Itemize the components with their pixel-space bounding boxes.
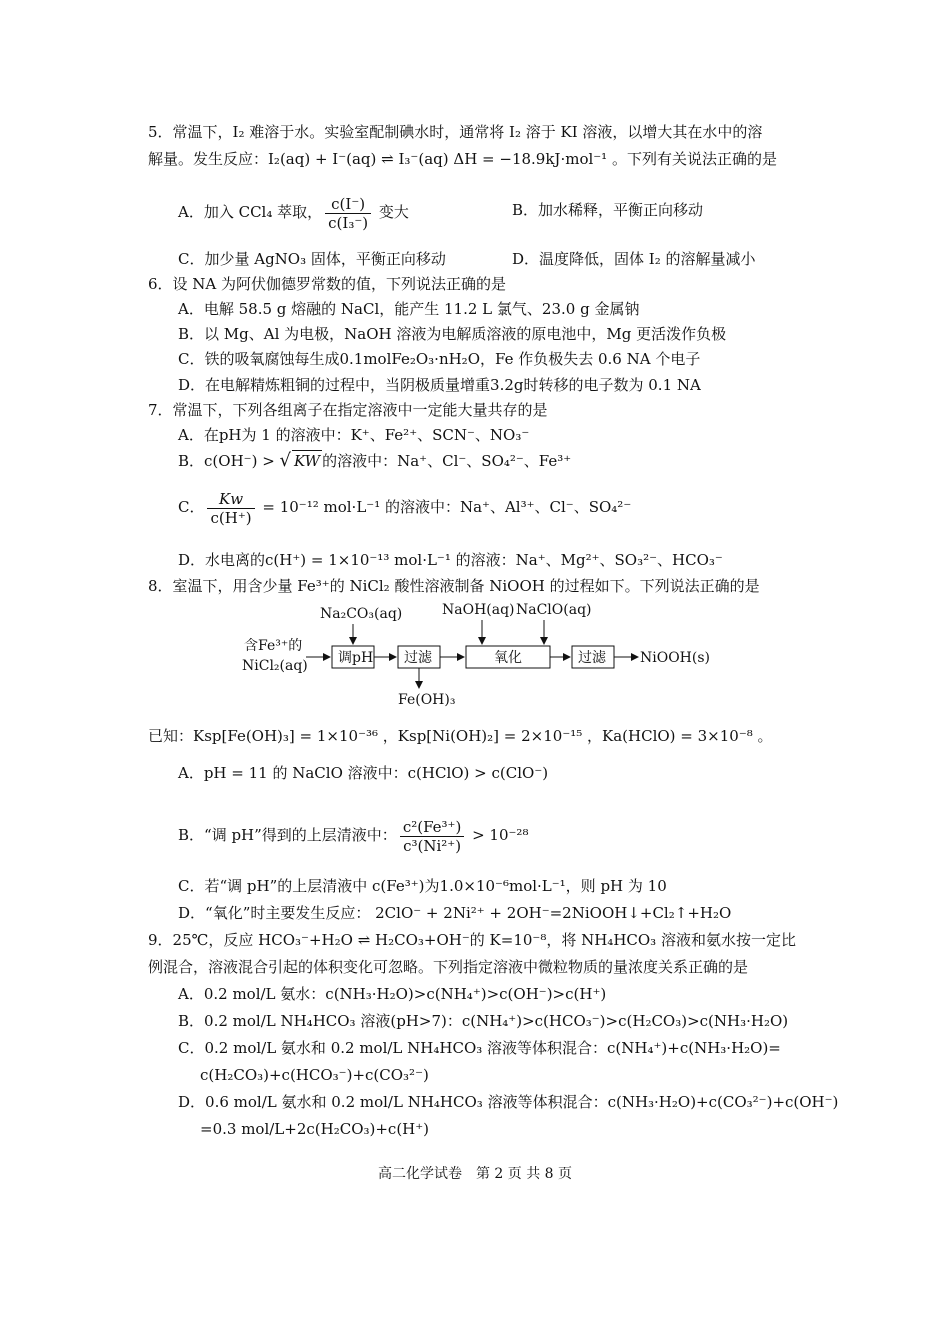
q5-option-a-prefix: A．加入 CCl₄ 萃取， <box>178 203 323 221</box>
q5-option-a-suffix: 变大 <box>374 203 409 221</box>
sqrt-sign-icon: √ <box>279 450 292 471</box>
q8-option-b-suffix: > 10⁻²⁸ <box>467 826 529 844</box>
q5-option-a-numerator: c(I⁻) <box>325 195 371 214</box>
q7-option-c-fraction <box>207 490 254 527</box>
q6-option-c: C．铁的吸氧腐蚀每生成0.1molFe₂O₃·nH₂O，Fe 作负极失去 0.6 NA 个电子 <box>178 350 701 368</box>
flow-step2-output: Fe(OH)₃ <box>398 692 456 708</box>
q8-option-b-denominator: c³(Ni²⁺) <box>403 836 462 855</box>
q7-option-c-numerator: Kw <box>207 490 254 509</box>
q8-known: 已知：Ksp[Fe(OH)₃] = 1×10⁻³⁶ ，Ksp[Ni(OH)₂] = 2×10⁻¹⁵ ，Ka(HClO) = 3×10⁻⁸ 。 <box>148 727 773 745</box>
q8-option-c: C．若“调 pH”的上层清液中 c(Fe³⁺)为1.0×10⁻⁶mol·L⁻¹，则 pH 为 10 <box>178 877 667 895</box>
q7-option-c-prefix: C． <box>178 498 205 516</box>
flow-input-line2: NiCl₂(aq) <box>242 658 308 674</box>
q6-option-b: B．以 Mg、Al 为电极，NaOH 溶液为电解质溶液的原电池中，Mg 更活泼作负极 <box>178 325 727 343</box>
q9-option-a: A．0.2 mol/L 氨水：c(NH₃·H₂O)>c(NH₄⁺)>c(OH⁻)>c(H⁺) <box>178 985 607 1003</box>
flow-step3-label: 氧化 <box>494 650 522 666</box>
q7-option-c <box>178 487 631 527</box>
q7-option-b-prefix: B．c(OH⁻) > <box>178 452 280 470</box>
q5-stem-line2: 解量。发生反应：I₂(aq) + I⁻(aq) ⇌ I₃⁻(aq) ΔH = −18.9kJ·mol⁻¹ 。下列有关说法正确的是 <box>148 150 777 168</box>
q8-stem: 8．室温下，用含少量 Fe³⁺的 NiCl₂ 酸性溶液制备 NiOOH 的过程如下。下列说法正确的是 <box>148 577 760 595</box>
q5-option-a <box>178 194 409 232</box>
flow-step1-label: 调pH <box>338 650 374 666</box>
flow-step3-reagent2: NaClO(aq) <box>516 602 592 618</box>
flow-step4-label: 过滤 <box>578 650 606 666</box>
q7-option-c-denominator: c(H⁺) <box>210 508 252 527</box>
flow-step3-reagent1: NaOH(aq) <box>442 602 515 618</box>
q6-stem: 6．设 NA 为阿伏伽德罗常数的值，下列说法正确的是 <box>148 275 507 293</box>
q8-option-b <box>178 812 528 858</box>
q7-option-b <box>178 450 571 471</box>
page-footer: 高二化学试卷 第 2 页 共 8 页 <box>377 1166 573 1182</box>
q8-option-b-numerator: c²(Fe³⁺) <box>400 818 465 837</box>
q8-flow-diagram <box>240 600 720 720</box>
q7-option-a: A．在pH为 1 的溶液中：K⁺、Fe²⁺、SCN⁻、NO₃⁻ <box>178 426 530 444</box>
q7-option-c-suffix: = 10⁻¹² mol·L⁻¹ 的溶液中：Na⁺、Al³⁺、Cl⁻、SO₄²⁻ <box>257 498 632 516</box>
q9-option-c-line2: c(H₂CO₃)+c(HCO₃⁻)+c(CO₃²⁻) <box>200 1066 429 1084</box>
q8-option-b-prefix: B．“调 pH”得到的上层清液中： <box>178 826 397 844</box>
flow-step2-label: 过滤 <box>404 650 432 666</box>
flow-product: NiOOH(s) <box>640 650 710 666</box>
q7-stem: 7．常温下，下列各组离子在指定溶液中一定能大量共存的是 <box>148 401 548 419</box>
q9-stem-line2: 例混合，溶液混合引起的体积变化可忽略。下列指定溶液中微粒物质的量浓度关系正确的是 <box>148 958 749 976</box>
q8-option-d: D．“氧化”时主要发生反应： 2ClO⁻ + 2Ni²⁺ + 2OH⁻=2NiOOH↓+Cl₂↑+H₂O <box>178 904 732 922</box>
q5-option-b: B．加水稀释，平衡正向移动 <box>512 201 704 219</box>
q9-stem-line1: 9．25℃，反应 HCO₃⁻+H₂O ⇌ H₂CO₃+OH⁻的 K=10⁻⁸，将 NH₄HCO₃ 溶液和氨水按一定比 <box>148 931 796 949</box>
q5-stem-line1: 5．常温下，I₂ 难溶于水。实验室配制碘水时，通常将 I₂ 溶于 KI 溶液，以增大其在水中的溶 <box>148 123 763 141</box>
q9-option-d-line1: D．0.6 mol/L 氨水和 0.2 mol/L NH₄HCO₃ 溶液等体积混合：c(NH₃·H₂O)+c(CO₃²⁻)+c(OH⁻) <box>178 1093 839 1111</box>
q7-option-b-suffix: 的溶液中：Na⁺、Cl⁻、SO₄²⁻、Fe³⁺ <box>322 452 572 470</box>
flow-step1-reagent: Na₂CO₃(aq) <box>320 606 403 622</box>
q6-option-a: A．电解 58.5 g 熔融的 NaCl，能产生 11.2 L 氯气、23.0 g 金属钠 <box>178 300 640 318</box>
q5-option-c: C．加少量 AgNO₃ 固体，平衡正向移动 <box>178 250 446 268</box>
q5-option-a-denominator: c(I₃⁻) <box>328 213 369 232</box>
q7-option-d: D．水电离的c(H⁺) = 1×10⁻¹³ mol·L⁻¹ 的溶液：Na⁺、Mg²⁺、SO₃²⁻、HCO₃⁻ <box>178 551 723 569</box>
q8-option-b-fraction <box>400 818 465 855</box>
flow-input-line1: 含Fe³⁺的 <box>244 638 303 654</box>
q5-option-a-fraction <box>325 195 371 232</box>
q6-option-d: D．在电解精炼粗铜的过程中，当阴极质量增重3.2g时转移的电子数为 0.1 NA <box>178 376 701 394</box>
q7-option-b-radicand: KW <box>294 452 321 470</box>
q8-option-a: A．pH = 11 的 NaClO 溶液中：c(HClO) > c(ClO⁻) <box>178 764 549 782</box>
q5-option-d: D．温度降低，固体 I₂ 的溶解量减小 <box>512 250 756 268</box>
q9-option-b: B．0.2 mol/L NH₄HCO₃ 溶液(pH>7)：c(NH₄⁺)>c(HCO₃⁻)>c(H₂CO₃)>c(NH₃·H₂O) <box>178 1012 789 1030</box>
q9-option-c-line1: C．0.2 mol/L 氨水和 0.2 mol/L NH₄HCO₃ 溶液等体积混合：c(NH₄⁺)+c(NH₃·H₂O)= <box>178 1039 781 1057</box>
q9-option-d-line2: =0.3 mol/L+2c(H₂CO₃)+c(H⁺) <box>200 1120 430 1138</box>
